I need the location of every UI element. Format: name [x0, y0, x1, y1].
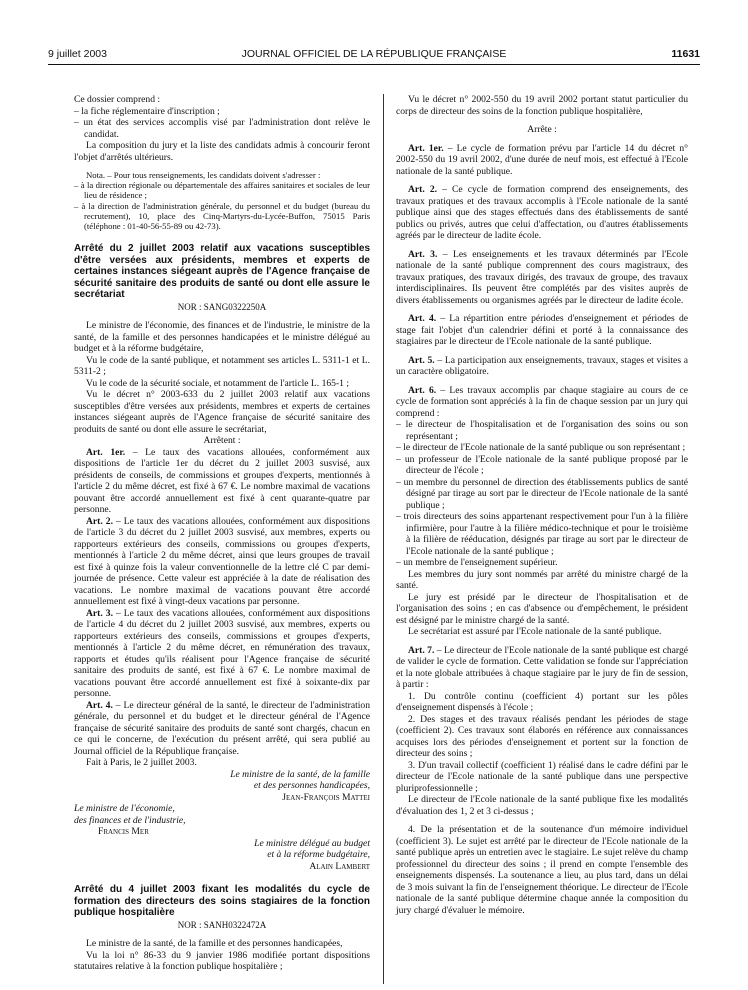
left-column — [74, 94, 370, 973]
nota-paragraph: Nota. – Pour tous renseignements, les candidats doivent s'adresser : — [86, 170, 321, 180]
arretent-heading: Arrêtent : — [203, 435, 241, 447]
list-item: – le directeur de l'Ecole nationale de la santé publique ou son représentant ; — [396, 442, 686, 453]
list-item: – le directeur de l'hospitalisation et de l'organisation des soins ou son représentant ; — [396, 419, 688, 442]
article-text: – Le cycle de formation prévu par l'article 14 du décret n° 2002-550 du 19 avril 2002, d'une durée de neuf mois, est effectué à l'Ecole nationale de la santé publique. — [396, 142, 689, 177]
article-text: – Les travaux accomplis par chaque stagiaire au cours de ce cycle de formation sont appréciés à la fin de chaque session par un jury qui comprend : — [396, 384, 689, 419]
paragraph: Le jury est présidé par le directeur de l'hospitalisation et de l'organisation des soins ; en cas d'absence ou d'empêchement, le président est désigné par le ministre chargé de la santé. — [396, 591, 688, 626]
paragraph: Les membres du jury sont nommés par arrêté du ministre chargé de la santé. — [396, 568, 688, 591]
article — [396, 385, 688, 420]
header-rule — [48, 64, 700, 65]
article-text: – Le directeur de l'Ecole nationale de la santé publique est chargé de valider le cycle de formation. Cette validation se fonde sur l'appréciation et la note globale attribuées à chaque stagiaire par le jury de fin de session, à partir : — [396, 644, 689, 690]
list-item: – un membre de l'enseignement supérieur. — [396, 557, 558, 568]
signatory-title: Le ministre délégué au budget — [254, 837, 370, 849]
article-label: Art. 1er. — [86, 446, 126, 458]
signatory-title: et des personnes handicapées, — [253, 780, 370, 792]
right-column — [396, 94, 688, 916]
article — [396, 184, 688, 242]
decree-title: Arrêté du 4 juillet 2003 fixant les modalités du cycle de formation des directeurs des soins stagiaires de la fonction publique hospitalière — [74, 884, 370, 919]
article-text: – Le taux des vacations allouées, conformément aux dispositions de l'article 3 du décret du 2 juillet 2003 susvisé, aux membres, experts ou rapporteurs extérieurs des conseils, commissions ou groupes d'experts, mentionnés à l'article 2 du même décret, ainsi que leurs groupes de travail est fixé à quinze fois la valeur conventionnelle de la lettre clé C par demi-journée de présence. Cette valeur est appréciée à la date de réalisation des vacations. Le nombre maximal de vacations pouvant être accordé annuellement est fixé à vingt-deux vacations par personne. — [74, 515, 370, 608]
signatory-name: Alain Lambert — [309, 860, 370, 872]
issue-date: 9 juillet 2003 — [48, 48, 107, 60]
list-item: – un professeur de l'Ecole nationale de la santé publique proposé par le directeur de l'école ; — [396, 453, 688, 476]
list-item: – un membre du personnel de direction des établissements publics de santé désigné par tirage au sort par le directeur de l'Ecole nationale de la santé publique ; — [396, 476, 688, 511]
article — [396, 143, 688, 178]
page-number: 11631 — [671, 48, 700, 60]
article — [74, 608, 370, 700]
article-label: Art. 5. — [408, 354, 435, 366]
journal-title: JOURNAL OFFICIEL DE LA RÉPUBLIQUE FRANÇAISE — [241, 48, 507, 60]
article — [396, 313, 688, 348]
paragraph: Le ministre de la santé, de la famille et des personnes handicapées, — [86, 938, 343, 950]
article-label: Art. 3. — [408, 248, 438, 260]
article-label: Art. 7. — [408, 644, 435, 656]
article — [396, 645, 688, 691]
list-item: – un état des services accomplis visé par l'administration dont relève le candidat. — [74, 117, 370, 140]
paragraph: La composition du jury et la liste des candidats admis à concourir feront l'objet d'arrêtés ultérieurs. — [74, 140, 370, 163]
list-item: – la fiche réglementaire d'inscription ; — [74, 105, 220, 117]
article — [74, 700, 370, 758]
article-label: Art. 1er. — [408, 142, 444, 154]
article — [396, 249, 688, 307]
paragraph: Vu le code de la santé publique, et notamment ses articles L. 5311-1 et L. 5311-2 ; — [74, 354, 370, 378]
paragraph: Le directeur de l'Ecole nationale de la santé publique fixe les modalités d'évaluation des 1, 2 et 3 ci-dessus ; — [396, 794, 688, 817]
numbered-item: 1. Du contrôle continu (coefficient 4) portant sur les pôles d'enseignement dispensés à l'école ; — [396, 690, 688, 713]
article-text: – Les enseignements et les travaux déterminés par l'Ecole nationale de la santé publique comprennent des cours magistraux, des travaux pratiques, des travaux dirigés, des travaux de groupe, des travaux interdisciplinaires. Ils peuvent être complétés par des visites auprès de divers établissements ou organismes agréés par le directeur de ladite école. — [396, 248, 688, 306]
article-text: – La répartition entre périodes d'enseignement et périodes de stage fait l'objet d'un calendrier défini et porté à la connaissance des stagiaires par le directeur de l'Ecole nationale de la santé publique. — [396, 313, 689, 347]
article — [396, 355, 688, 378]
article — [74, 447, 370, 516]
signatory-name: Francis Mer — [98, 826, 149, 838]
article-label: Art. 3. — [86, 607, 113, 619]
signatory-title: Le ministre de la santé, de la famille — [230, 768, 370, 780]
article-text: – La participation aux enseignements, travaux, stages et visites a un caractère obligatoire. — [396, 354, 688, 377]
paragraph: Le secrétariat est assuré par l'Ecole nationale de la santé publique. — [408, 626, 662, 637]
column-divider — [383, 94, 384, 984]
article-label: Art. 2. — [86, 515, 113, 527]
list-item: – à la direction de l'administration générale, du personnel et du budget (bureau du recrutement), 10, place des Cinq-Martyrs-du-Lycée-Buffon, 75015 Paris (téléphone : 01-40-56-55-89 ou 42-73). — [74, 200, 370, 232]
list-item: – à la direction régionale ou départementale des affaires sanitaires et sociales de leur lieu de résidence ; — [74, 180, 370, 201]
paragraph: Vu le code de la sécurité sociale, et notamment de l'article L. 165-1 ; — [86, 377, 350, 389]
article-text: – Le taux des vacations allouées, conformément aux dispositions de l'article 1er du décret du 2 juillet 2003 susvisé, aux présidents de conseils, de commissions et groupes d'experts, mentionnés à l'article 2 du même décret, est fixé à 67 €. Le nombre maximal de vacations pouvant être accordé annuellement est fixé à cent quarante-quatre par personne. — [74, 446, 370, 516]
article — [74, 516, 370, 608]
article-text: – Le taux des vacations allouées, conformément aux dispositions de l'article 4 du décret du 2 juillet 2003 susvisé, aux membres, experts ou rapporteurs extérieurs des conseils, commissions et groupes d'experts, mentionnés à l'article 2 du même décret, en rémunération des travaux, rapports et études qu'ils réalisent pour l'Agence française de sécurité sanitaire des produits de santé, est fixé à 67 €. Le nombre maximal de vacations pouvant être accordé annuellement est fixé à soixante-dix par personne. — [74, 607, 370, 700]
paragraph: Vu le décret n° 2003-633 du 2 juillet 2003 relatif aux vacations susceptibles d'être versées aux présidents, membres et experts de certaines instances siégeant auprès de l'Agence française de sécurité sanitaire des produits de santé ou dont elle assure le secrétariat, — [74, 389, 370, 435]
page-header — [48, 48, 700, 64]
article-label: Art. 4. — [86, 699, 113, 711]
paragraph: Ce dossier comprend : — [74, 94, 161, 105]
signatory-name: Jean-François Mattei — [282, 791, 370, 803]
signature-date: Fait à Paris, le 2 juillet 2003. — [86, 757, 197, 769]
article-label: Art. 4. — [408, 313, 437, 324]
paragraph: Le ministre de l'économie, des finances et de l'industrie, le ministre de la santé, de la famille et des personnes handicapées et le ministre délégué au budget et à la réforme budgétaire, — [74, 320, 370, 355]
signatory-title: et à la réforme budgétaire, — [267, 849, 370, 861]
numbered-item: 4. De la présentation et de la soutenance d'un mémoire individuel (coefficient 3). Le sujet est arrêté par le directeur de l'Ecole nationale de la santé publique après un entretien avec le stagiaire. Le sujet relève du champ professionnel du directeur des soins ; il prend en compte l'ensemble des enseignements dispensés. La soutenance a lieu, au plus tard, dans un délai de 3 mois suivant la fin de l'enseignement théorique. Le directeur de l'Ecole nationale de la santé publique détermine chaque année la composition du jury chargé d'évaluer le mémoire. — [396, 824, 688, 916]
signatory-title: des finances et de l'industrie, — [74, 814, 186, 826]
article-label: Art. 6. — [408, 384, 437, 396]
article-label: Art. 2. — [408, 184, 438, 195]
article-text: – Le directeur général de la santé, le directeur de l'administration générale, du personnel et du budget et le directeur général de l'Agence française de sécurité sanitaire des produits de santé sont chargés, chacun en ce qui le concerne, de l'exécution du présent arrêté, qui sera publié au Journal officiel de la République française. — [74, 699, 371, 757]
article-text: – Ce cycle de formation comprend des enseignements, des travaux pratiques et des travaux accomplis à l'Ecole nationale de la santé publique ainsi que des stages effectués dans des établissements de santé publics ou privés, autres que celui d'affectation, ou d'autres établissements agréés par le directeur de ladite école. — [396, 184, 689, 241]
nor-reference: NOR : SANG0322250A — [177, 301, 267, 312]
paragraph: Vu la loi n° 86-33 du 9 janvier 1986 modifiée portant dispositions statutaires relative à la fonction publique hospitalière ; — [74, 949, 370, 973]
numbered-item: 2. Des stages et des travaux réalisés pendant les périodes de stage (coefficient 2). Ces travaux sont élaborés en référence aux connaissances acquises lors des périodes d'enseignement et portent sur la fonction de directeur des soins ; — [396, 713, 688, 759]
arrete-heading: Arrête : — [527, 124, 557, 135]
list-item: – trois directeurs des soins appartenant respectivement pour l'un à la filière infirmière, pour l'autre à la filière médico-technique et pour le troisième à la filière de rééducation, désignés par tirage au sort par le directeur de l'Ecole nationale de la santé publique ; — [396, 511, 688, 557]
numbered-item: 3. D'un travail collectif (coefficient 1) réalisé dans le cadre défini par le directeur de l'Ecole nationale de la santé publique dans une perspective pluriprofessionnelle ; — [396, 759, 688, 794]
nor-reference: NOR : SANH0322472A — [177, 919, 267, 930]
paragraph: Vu le décret n° 2002-550 du 19 avril 2002 portant statut particulier du corps de directeur des soins de la fonction publique hospitalière, — [396, 94, 688, 117]
decree-title: Arrêté du 2 juillet 2003 relatif aux vacations susceptibles d'être versées aux présidents, membres et experts de certaines instances siégeant auprès de l'Agence française de sécurité sanitaire des produits de santé ou dont elle assure le secrétariat — [74, 243, 370, 301]
signatory-title: Le ministre de l'économie, — [74, 803, 175, 815]
